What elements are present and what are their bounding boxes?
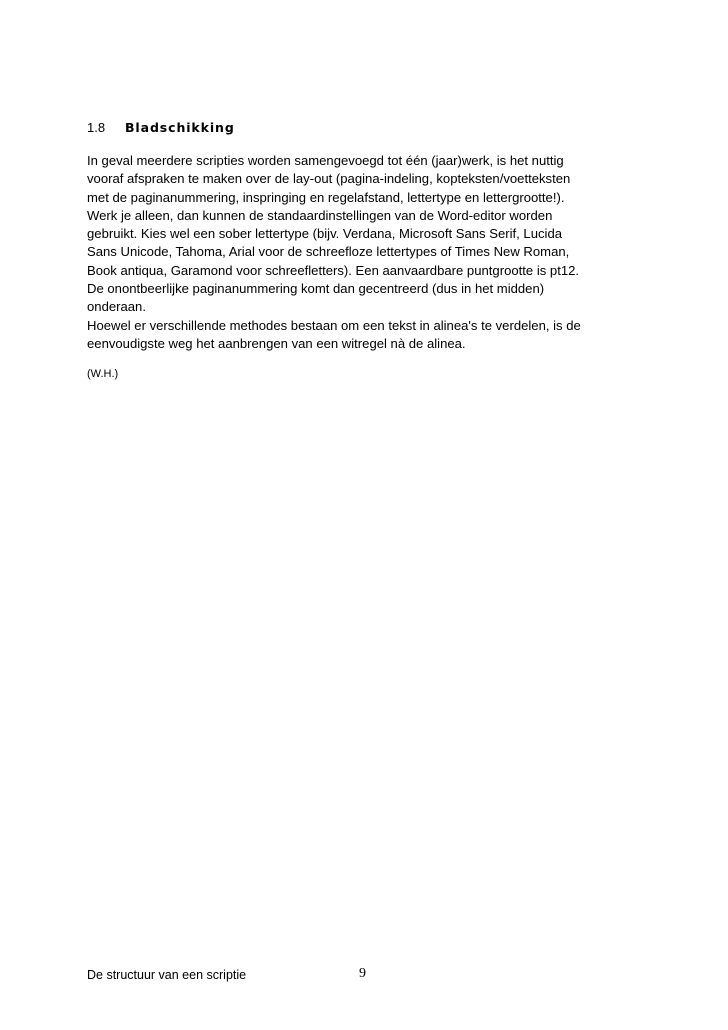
paragraph-alineas xyxy=(87,317,581,354)
paragraph-line: eenvoudigste weg het aanbrengen van een witregel nà de alinea. xyxy=(87,336,466,352)
paragraph-line: Sans Unicode, Tahoma, Arial voor de schreefloze lettertypes of Times New Roman, xyxy=(87,244,570,260)
paragraph-line: De onontbeerlijke paginanummering komt dan gecentreerd (dus in het midden) xyxy=(87,281,545,297)
paragraph-line: Book antiqua, Garamond voor schreefletters). Een aanvaardbare puntgrootte is pt12. xyxy=(87,262,580,278)
paragraph-line: Werk je alleen, dan kunnen de standaardinstellingen van de Word-editor worden xyxy=(87,207,553,223)
footer-page-number: 9 xyxy=(359,966,366,981)
section-number: 1.8 xyxy=(87,120,106,135)
section-heading xyxy=(87,119,235,137)
footer-title: De structuur van een scriptie xyxy=(87,968,247,982)
paragraph-layout xyxy=(87,152,579,317)
paragraph-line: gebruikt. Kies wel een sober lettertype (bijv. Verdana, Microsoft Sans Serif, Lucida xyxy=(87,226,563,242)
paragraph-line: met de paginanummering, inspringing en regelafstand, lettertype en lettergrootte!). xyxy=(87,189,565,205)
section-title: Bladschikking xyxy=(125,120,235,135)
paragraph-line: onderaan. xyxy=(87,299,146,315)
author-initials: (W.H.) xyxy=(87,368,119,380)
paragraph-line: vooraf afspraken te maken over de lay-out (pagina-indeling, kopteksten/voetteksten xyxy=(87,171,571,187)
paragraph-line: In geval meerdere scripties worden samengevoegd tot één (jaar)werk, is het nuttig xyxy=(87,153,564,168)
paragraph-line: Hoewel er verschillende methodes bestaan om een tekst in alinea's te verdelen, is de xyxy=(87,318,581,333)
